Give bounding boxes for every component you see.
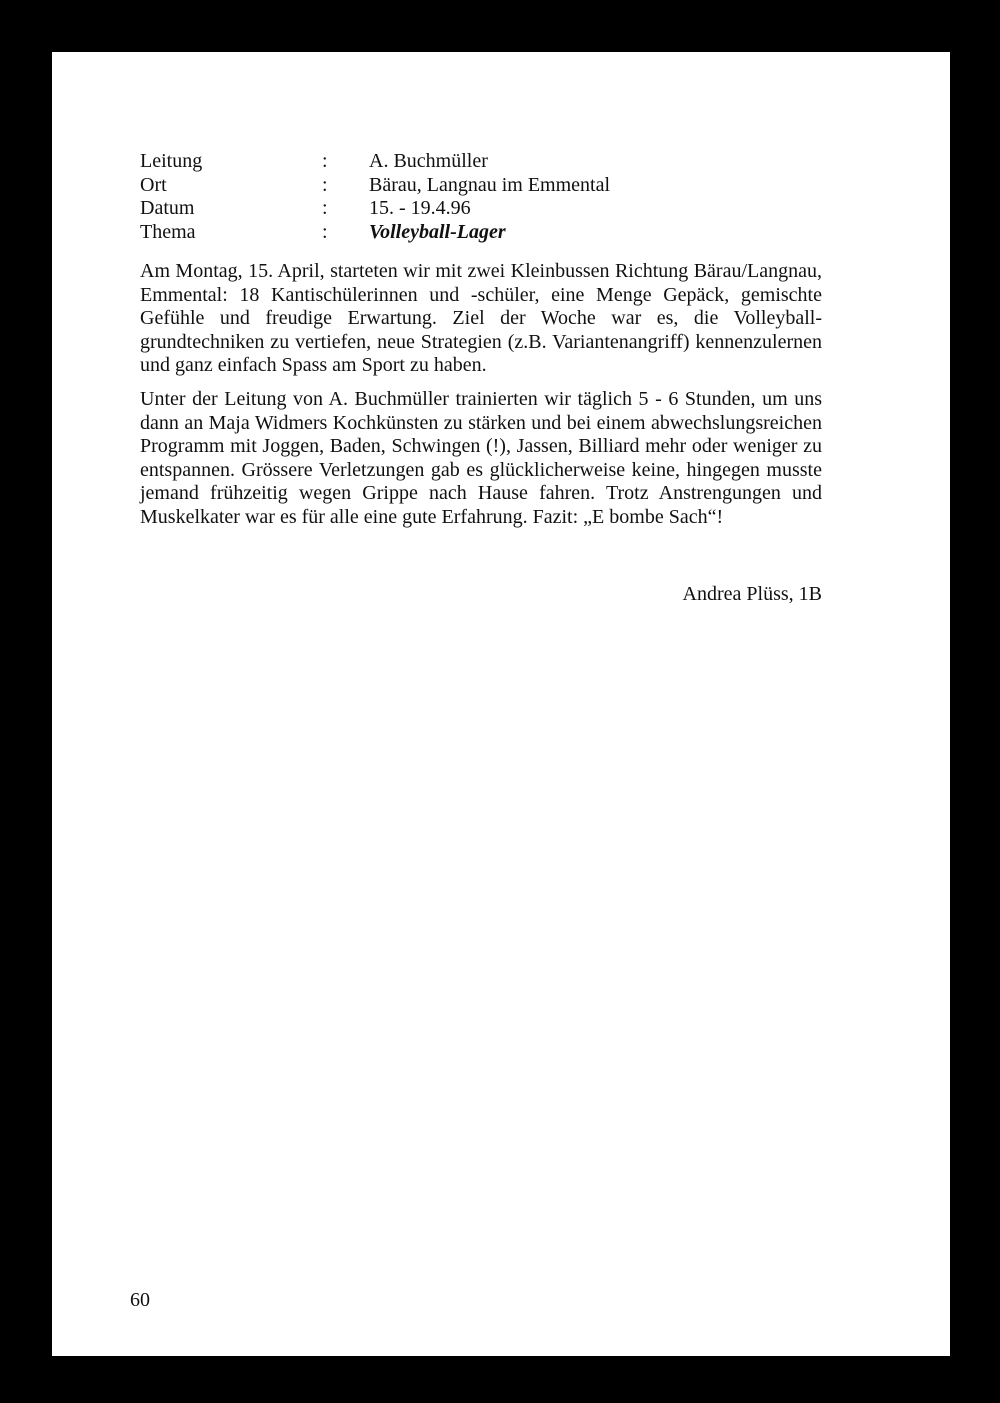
meta-value: A. Buchmüller	[369, 150, 488, 172]
meta-separator: :	[322, 150, 328, 172]
paragraph: Unter der Leitung von A. Buchmüller trainierten wir täglich 5 - 6 Stunden, um uns dann an Maja Widmers Kochkünsten zu stärken und bei einem abwechslungsreichen Programm mit Joggen, Baden, Schwingen (!), Jassen, Billiard mehr oder weniger zu entspannen. Grössere Verletzungen gab es glücklicherweise keine, hingegen musste jemand frühzeitig wegen Grippe nach Hause fahren. Trotz Anstrengungen und Muskelkater war es für alle eine gute Erfahrung. Fazit: „E bombe Sach“!	[140, 387, 822, 528]
meta-value: 15. - 19.4.96	[369, 197, 471, 219]
document-page	[52, 52, 950, 1356]
meta-label: Datum	[140, 197, 195, 219]
paragraph: Am Montag, 15. April, starteten wir mit zwei Kleinbussen Richtung Bärau/Langnau, Emmental: 18 Kantischülerinnen und -schüler, eine Menge Gepäck, gemischte Gefühle und freudige Erwartung. Ziel der Woche war es, die Volleyballgrundtechniken zu vertiefen, neue Strategien (z.B. Variantenangriff) kennenzulernen und ganz einfach Spass am Sport zu haben.	[140, 260, 822, 377]
meta-separator: :	[322, 220, 328, 243]
meta-separator: :	[322, 197, 328, 219]
meta-label: Leitung	[140, 150, 203, 172]
meta-label: Ort	[140, 173, 167, 196]
article-body	[140, 260, 822, 540]
page-number: 60	[130, 1289, 150, 1311]
author-signature: Andrea Plüss, 1B	[682, 583, 822, 605]
meta-label: Thema	[140, 220, 196, 243]
meta-separator: :	[322, 173, 328, 196]
meta-value: Bärau, Langnau im Emmental	[369, 173, 611, 196]
topic-title: Volleyball-Lager	[369, 220, 506, 243]
